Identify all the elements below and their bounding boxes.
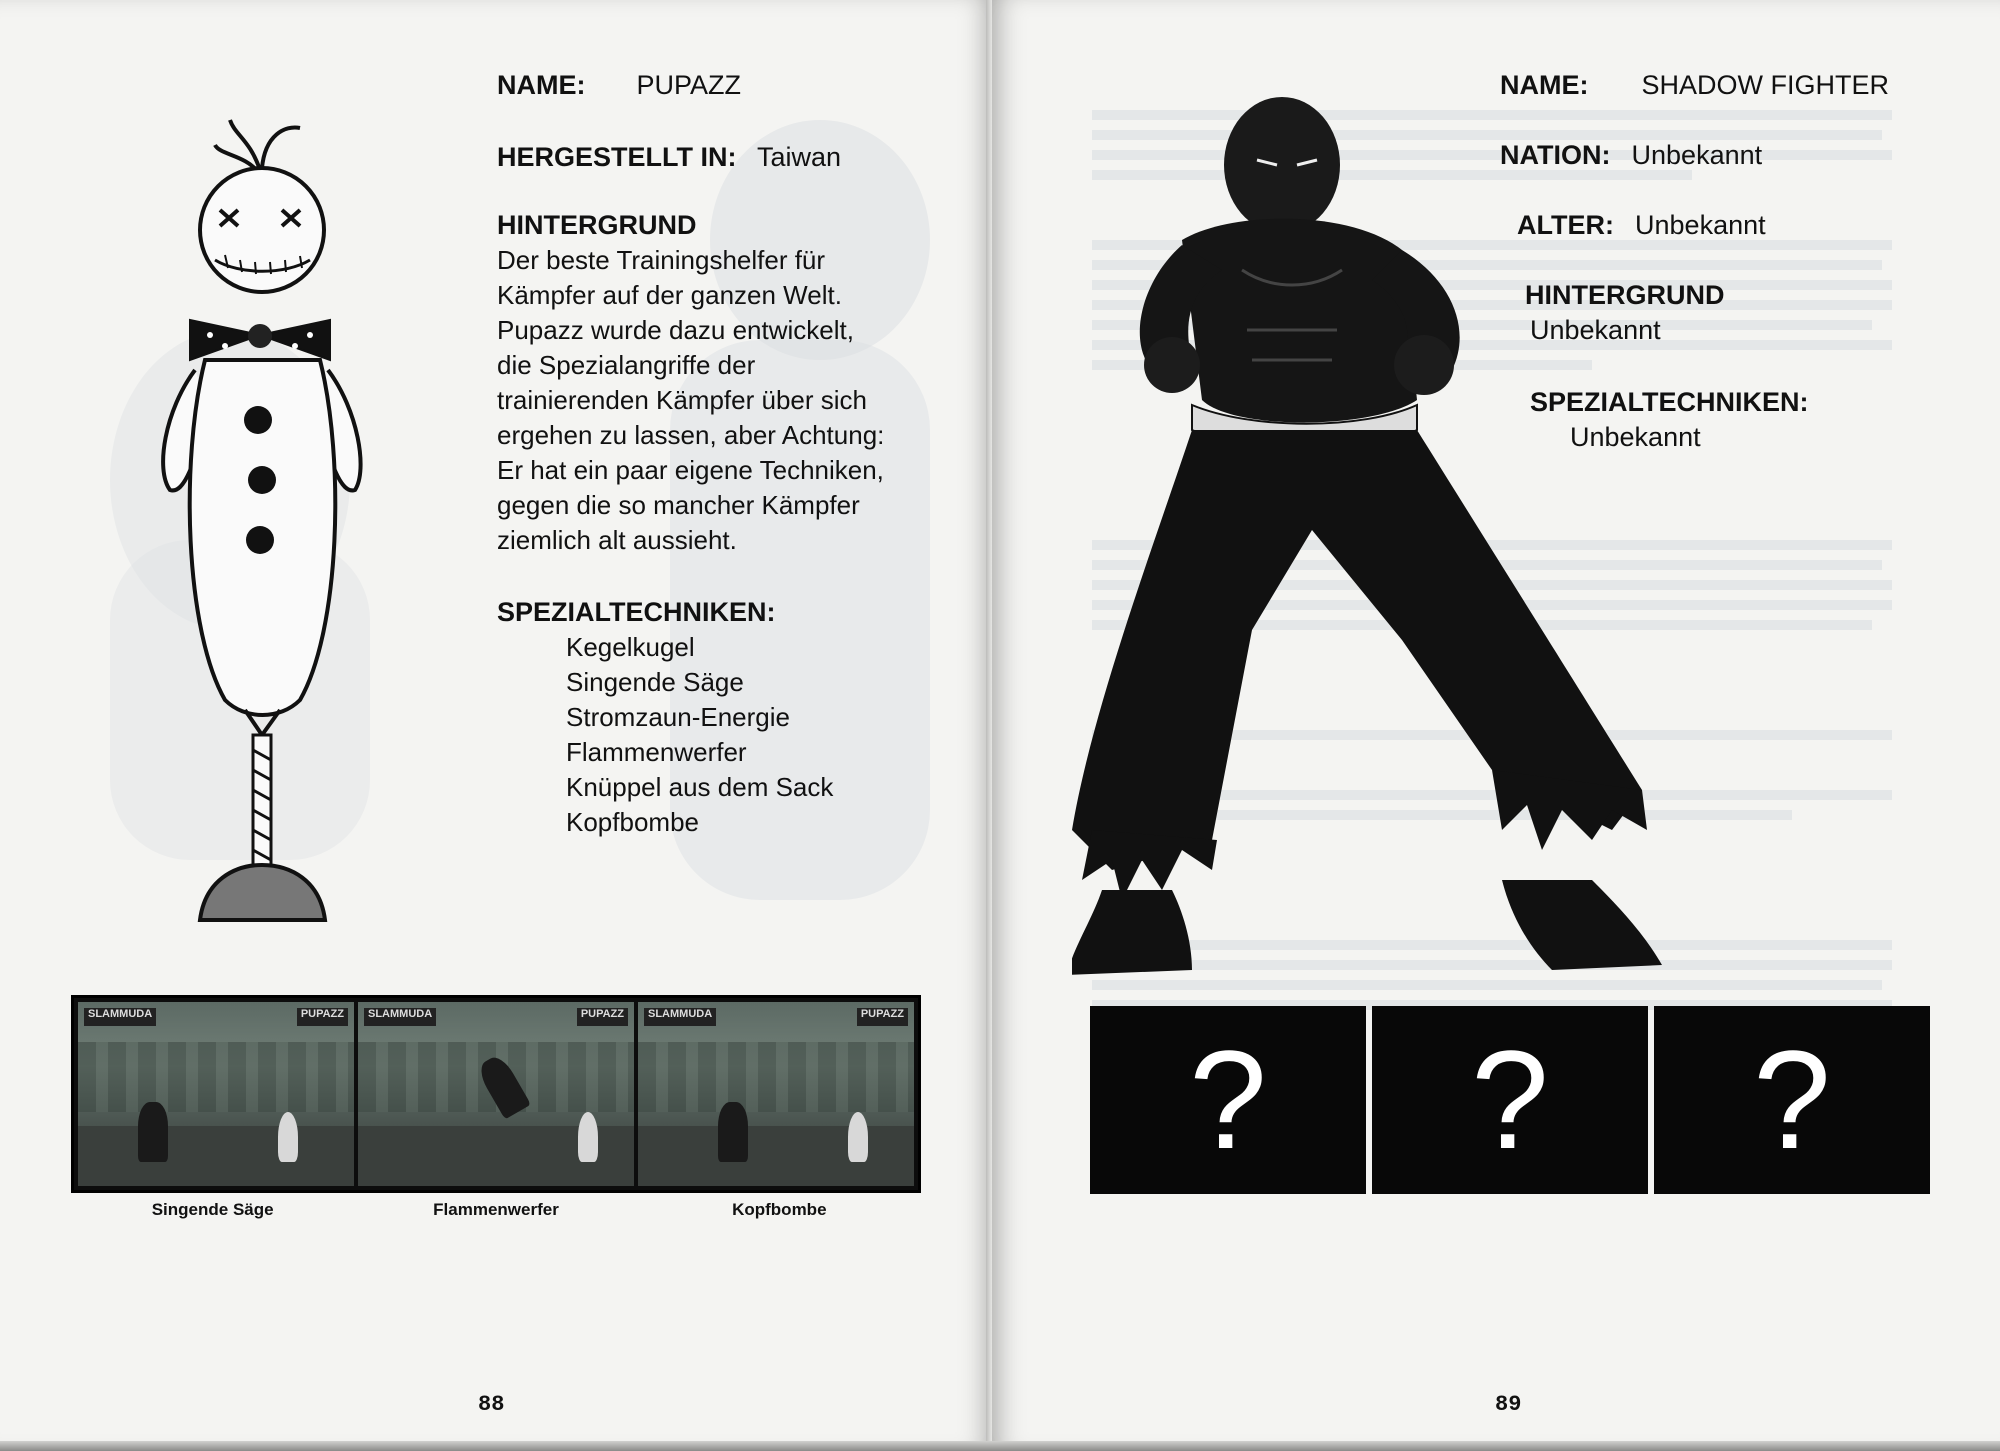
- technique-item: Kegelkugel: [566, 632, 695, 662]
- age-value: Unbekannt: [1635, 210, 1766, 240]
- screenshot-captions: [71, 1200, 921, 1220]
- page-edge: [0, 1441, 2000, 1451]
- pupazz-sprite: [848, 1112, 868, 1162]
- name-value: SHADOW FIGHTER: [1641, 70, 1890, 100]
- technique-item: Kopfbombe: [566, 807, 699, 837]
- name-label: NAME:: [497, 70, 586, 100]
- hud: [84, 1008, 348, 1026]
- player1-name: SLAMMUDA: [364, 1008, 436, 1026]
- background-line: Der beste Trainingshelfer für: [497, 245, 826, 275]
- fighter-sprite: [718, 1102, 748, 1162]
- background-value: Unbekannt: [1530, 315, 1661, 345]
- background-line: die Spezialangriffe der: [497, 350, 756, 380]
- technique-item: Singende Säge: [566, 667, 744, 697]
- player1-name: SLAMMUDA: [84, 1008, 156, 1026]
- hud: [364, 1008, 628, 1026]
- left-page: [0, 0, 992, 1451]
- made-in-value: Taiwan: [757, 142, 842, 172]
- background-line: trainierenden Kämpfer über sich: [497, 385, 867, 415]
- background-trees: [78, 1042, 354, 1112]
- mystery-screenshot: ?: [1090, 1006, 1366, 1194]
- caption: Flammenwerfer: [433, 1200, 559, 1219]
- nation-row: [1500, 138, 1762, 172]
- background-text: [497, 243, 884, 558]
- background-line: Kämpfer auf der ganzen Welt.: [497, 280, 842, 310]
- game-screenshot: [78, 1002, 354, 1186]
- background-line: ziemlich alt aussieht.: [497, 525, 737, 555]
- player2-name: PUPAZZ: [297, 1008, 348, 1026]
- nation-label: NATION:: [1500, 140, 1611, 170]
- game-screenshot: [638, 1002, 914, 1186]
- ground: [78, 1126, 354, 1186]
- technique-item: Stromzaun-Energie: [566, 702, 790, 732]
- background-line: gegen die so mancher Kämpfer: [497, 490, 860, 520]
- name-row: [497, 68, 741, 102]
- made-in-row: [497, 140, 841, 174]
- player2-name: PUPAZZ: [857, 1008, 908, 1026]
- page-number: 88: [478, 1392, 505, 1417]
- page-number: 89: [1495, 1392, 1522, 1417]
- caption: Kopfbombe: [732, 1200, 827, 1219]
- mystery-screenshot: ?: [1372, 1006, 1648, 1194]
- made-in-label: HERGESTELLT IN:: [497, 142, 737, 172]
- age-row: [1517, 208, 1766, 242]
- right-page: [992, 0, 2000, 1451]
- name-row: [1500, 68, 1889, 102]
- mystery-screenshot: ?: [1654, 1006, 1930, 1194]
- name-value: PUPAZZ: [636, 70, 742, 100]
- hud: [644, 1008, 908, 1026]
- background-heading: HINTERGRUND: [1525, 280, 1725, 310]
- techniques-heading: SPEZIALTECHNIKEN:: [1530, 387, 1809, 417]
- pupazz-sprite: [278, 1112, 298, 1162]
- fighter-sprite: [138, 1102, 168, 1162]
- techniques-heading: SPEZIALTECHNIKEN:: [497, 597, 776, 627]
- techniques-list: [566, 630, 833, 840]
- screenshot-strip: [71, 995, 921, 1193]
- pupazz-sprite: [578, 1112, 598, 1162]
- player1-name: SLAMMUDA: [644, 1008, 716, 1026]
- technique-item: Flammenwerfer: [566, 737, 747, 767]
- player2-name: PUPAZZ: [577, 1008, 628, 1026]
- age-label: ALTER:: [1517, 210, 1614, 240]
- game-screenshot: [358, 1002, 634, 1186]
- techniques-value: Unbekannt: [1570, 422, 1701, 452]
- background-line: Pupazz wurde dazu entwickelt,: [497, 315, 854, 345]
- background-trees: [638, 1042, 914, 1112]
- pupazz-illustration: [150, 110, 370, 940]
- caption: Singende Säge: [151, 1200, 274, 1219]
- background-line: ergehen zu lassen, aber Achtung:: [497, 420, 885, 450]
- ground: [638, 1126, 914, 1186]
- background-heading: HINTERGRUND: [497, 210, 697, 240]
- nation-value: Unbekannt: [1631, 140, 1763, 170]
- name-label: NAME:: [1500, 70, 1589, 100]
- technique-item: Knüppel aus dem Sack: [566, 772, 834, 802]
- background-line: Er hat ein paar eigene Techniken,: [497, 455, 884, 485]
